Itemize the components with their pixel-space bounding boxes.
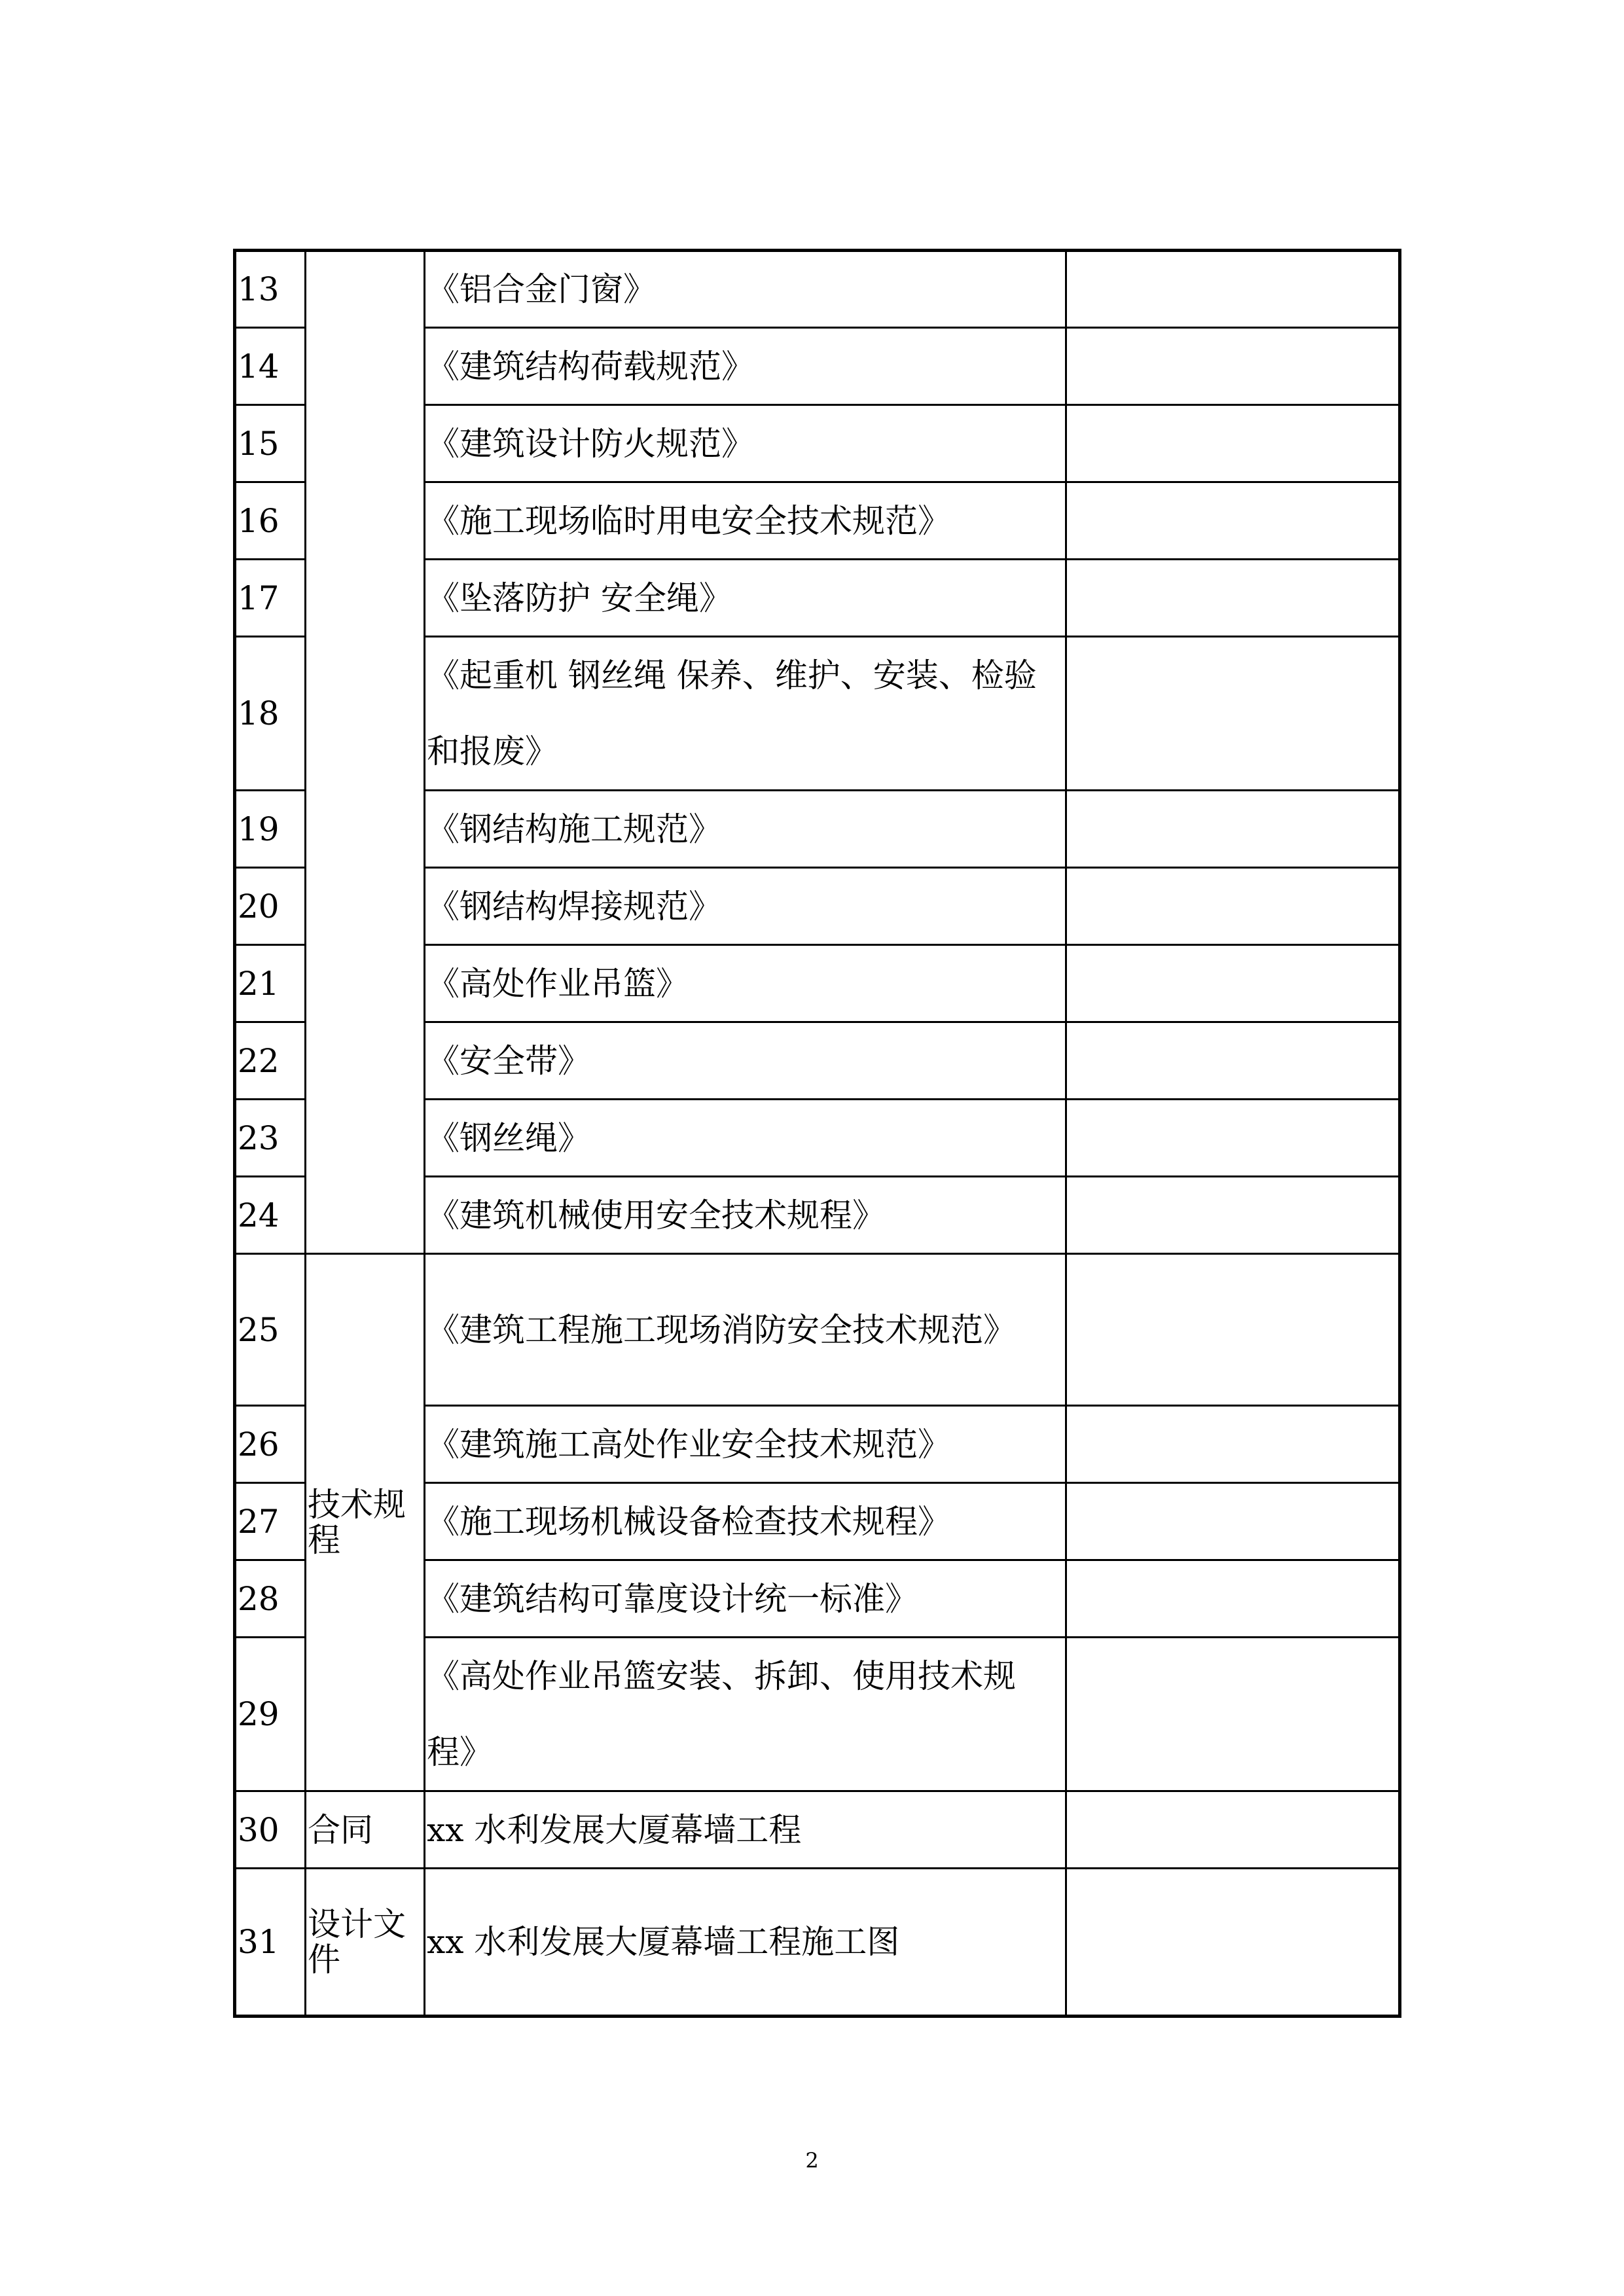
remark-cell [1066,1254,1400,1406]
table-row [235,1254,1400,1406]
standard-name: 《安全带》 [425,1022,1066,1100]
remark-cell [1066,1406,1400,1483]
standard-name: xx 水利发展大厦幕墙工程 [425,1791,1066,1869]
row-number: 23 [235,1100,306,1177]
remark-cell [1066,482,1400,560]
category-design-docs: 设计文件 [306,1869,425,2017]
row-number: 29 [235,1638,306,1791]
standard-name: xx 水利发展大厦幕墙工程施工图 [425,1869,1066,2017]
category-cell-continued [306,251,425,1254]
standards-table [233,249,1401,2018]
remark-cell [1066,1100,1400,1177]
standard-name: 《建筑机械使用安全技术规程》 [425,1177,1066,1254]
standard-name: 《建筑工程施工现场消防安全技术规范》 [425,1254,1066,1406]
row-number: 20 [235,868,306,945]
row-number: 16 [235,482,306,560]
remark-cell [1066,791,1400,868]
row-number: 14 [235,328,306,405]
remark-cell [1066,1791,1400,1869]
row-number: 15 [235,405,306,482]
row-number: 30 [235,1791,306,1869]
row-number: 27 [235,1483,306,1560]
remark-cell [1066,637,1400,791]
table-row [235,1791,1400,1869]
row-number: 21 [235,945,306,1022]
standard-name: 《建筑施工高处作业安全技术规范》 [425,1406,1066,1483]
remark-cell [1066,868,1400,945]
row-number: 25 [235,1254,306,1406]
standard-name: 《高处作业吊篮》 [425,945,1066,1022]
remark-cell [1066,1638,1400,1791]
remark-cell [1066,405,1400,482]
row-number: 24 [235,1177,306,1254]
row-number: 18 [235,637,306,791]
row-number: 31 [235,1869,306,2017]
row-number: 28 [235,1560,306,1638]
standard-name: 《施工现场机械设备检查技术规程》 [425,1483,1066,1560]
standard-name: 《施工现场临时用电安全技术规范》 [425,482,1066,560]
row-number: 13 [235,251,306,328]
row-number: 19 [235,791,306,868]
standard-name: 《铝合金门窗》 [425,251,1066,328]
standard-name: 《高处作业吊篮安装、拆卸、使用技术规程》 [425,1638,1066,1791]
category-tech-rules: 技术规程 [306,1254,425,1791]
row-number: 26 [235,1406,306,1483]
standard-name: 《建筑设计防火规范》 [425,405,1066,482]
standard-name: 《钢丝绳》 [425,1100,1066,1177]
page-number: 2 [805,2148,819,2173]
remark-cell [1066,1560,1400,1638]
remark-cell [1066,1022,1400,1100]
table-row [235,251,1400,328]
table-row [235,1869,1400,2017]
remark-cell [1066,1483,1400,1560]
row-number: 17 [235,560,306,637]
standard-name: 《建筑结构荷载规范》 [425,328,1066,405]
remark-cell [1066,1869,1400,2017]
row-number: 22 [235,1022,306,1100]
category-contract: 合同 [306,1791,425,1869]
remark-cell [1066,945,1400,1022]
remark-cell [1066,328,1400,405]
standard-name: 《起重机 钢丝绳 保养、维护、安装、检验和报废》 [425,637,1066,791]
standard-name: 《坠落防护 安全绳》 [425,560,1066,637]
remark-cell [1066,1177,1400,1254]
standard-name: 《钢结构施工规范》 [425,791,1066,868]
standard-name: 《建筑结构可靠度设计统一标准》 [425,1560,1066,1638]
standard-name: 《钢结构焊接规范》 [425,868,1066,945]
remark-cell [1066,251,1400,328]
remark-cell [1066,560,1400,637]
